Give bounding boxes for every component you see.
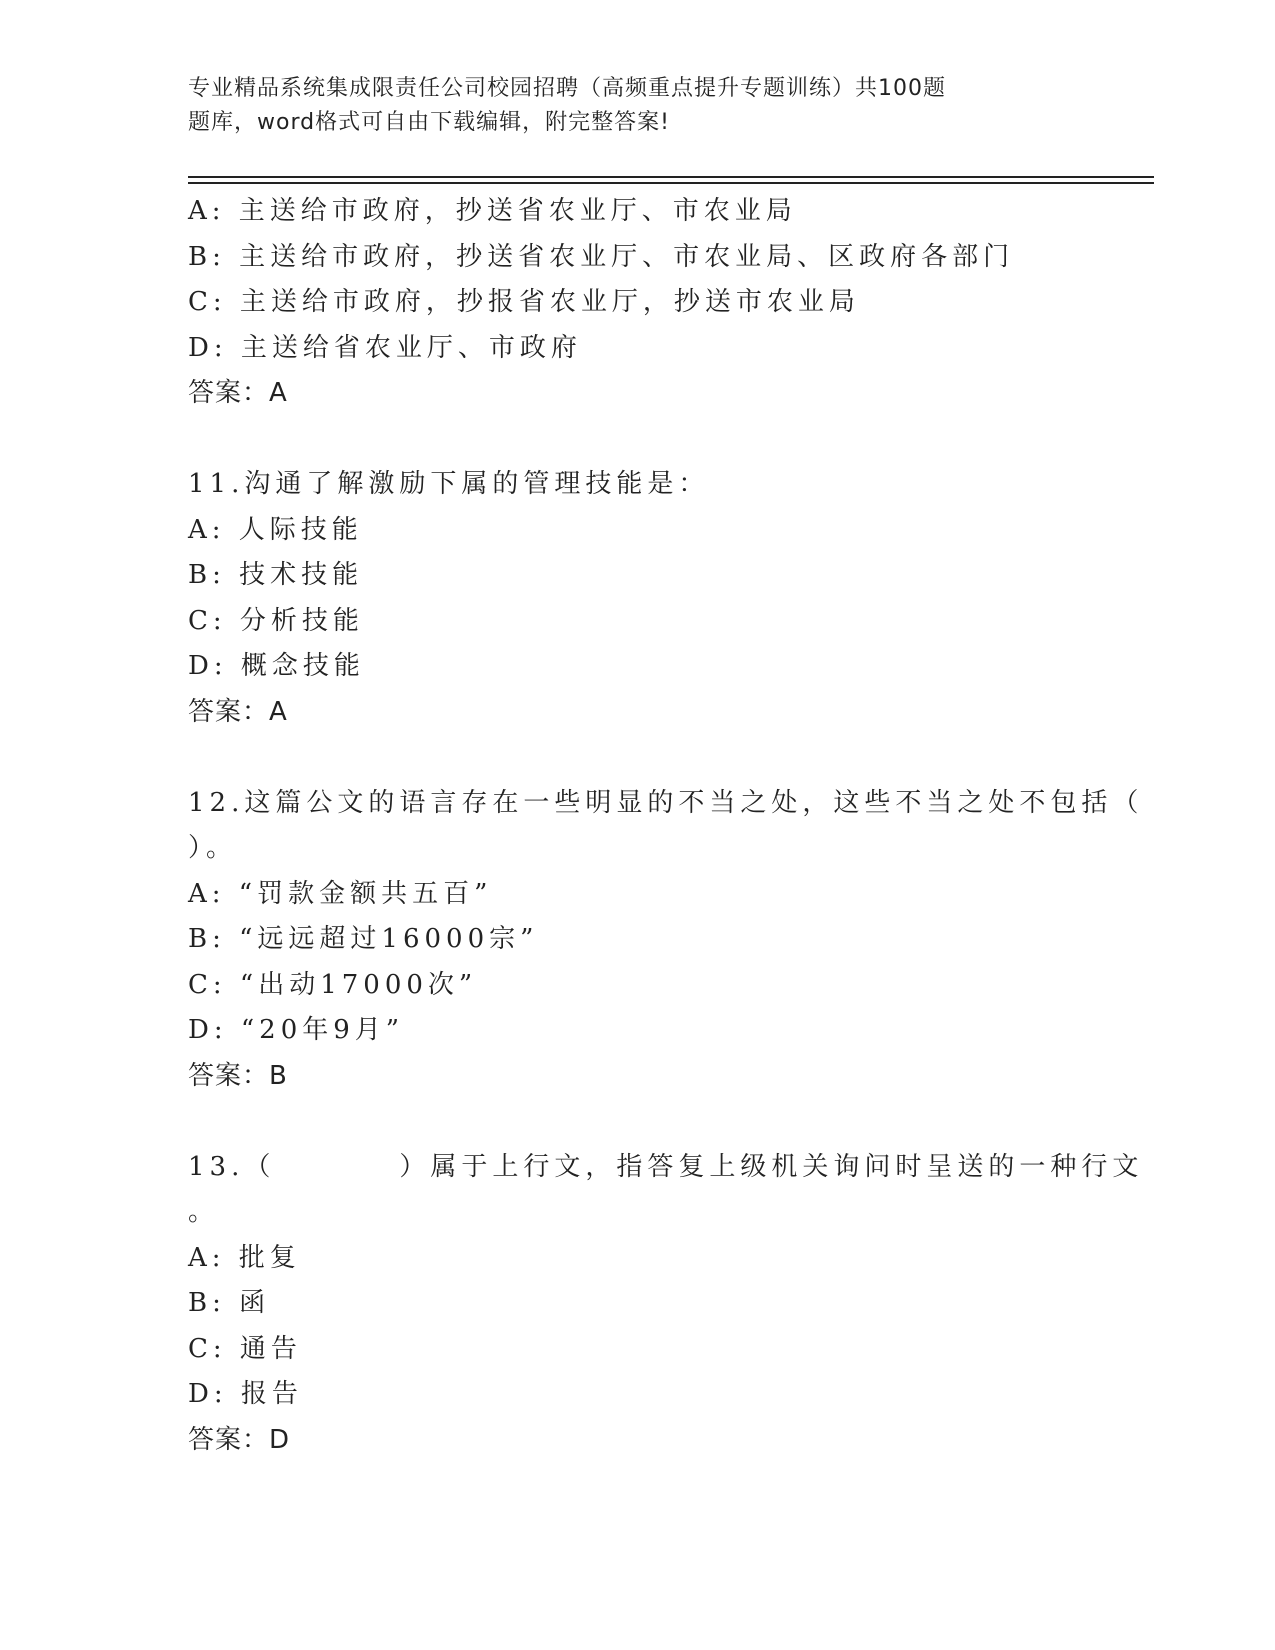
q10-option-c: C: 主送给市政府，抄报省农业厅，抄送市农业局	[188, 287, 860, 317]
q13-option-c: C: 通告	[188, 1333, 302, 1364]
header-title-line-2: 题库，word格式可自由下载编辑，附完整答案!	[188, 110, 670, 135]
q10-option-b: B: 主送给市政府，抄送省农业厅、市农业局、区政府各部门	[188, 241, 1015, 272]
question-11-block	[188, 462, 1088, 735]
q10-option-a: A: 主送给市政府，抄送省农业厅、市农业局	[188, 196, 797, 226]
q13-option-a: A: 批复	[188, 1242, 301, 1273]
spacer	[188, 417, 1088, 463]
q12-option-b: B: “远远超过16000宗”	[188, 924, 539, 954]
spacer	[188, 735, 1088, 781]
q11-option-b: B: 技术技能	[188, 560, 364, 590]
q13-answer: 答案：D	[188, 1424, 291, 1455]
q12-answer: 答案：B	[188, 1060, 288, 1091]
q11-question: 11.沟通了解激励下属的管理技能是：	[188, 469, 710, 499]
q13-question-line-1: 13.（ ）属于上行文，指答复上级机关询问时呈送的一种行文	[188, 1151, 1144, 1182]
q13-question-line-2: 。	[188, 1197, 220, 1227]
q10-option-d: D: 主送给省农业厅、市政府	[188, 332, 582, 363]
header-divider-bottom	[188, 182, 1154, 184]
q12-option-d: D: “20年9月”	[188, 1015, 405, 1045]
header-divider-top	[188, 176, 1154, 178]
q12-option-c: C: “出动17000次”	[188, 969, 478, 1000]
q10-answer: 答案：A	[188, 378, 288, 408]
question-list	[188, 189, 1144, 1463]
q11-answer: 答案：A	[188, 696, 288, 727]
q11-option-c: C: 分析技能	[188, 605, 364, 636]
q11-option-d: D: 概念技能	[188, 651, 365, 681]
q12-question-line-1: 12.这篇公文的语言存在一些明显的不当之处，这些不当之处不包括（	[188, 787, 1144, 818]
header-title-line-1: 专业精品系统集成限责任公司校园招聘（高频重点提升专题训练）共100题	[188, 76, 946, 101]
q12-option-a: A: “罚款金额共五百”	[188, 878, 493, 909]
q11-option-a: A: 人际技能	[188, 514, 363, 545]
q12-question-line-2: ）。	[188, 833, 238, 863]
q13-option-d: D: 报告	[188, 1379, 303, 1409]
question-12-block	[188, 781, 1144, 1100]
document-header	[188, 72, 1028, 140]
question-13-block	[188, 1145, 1144, 1464]
question-10-block	[188, 189, 1088, 417]
q13-option-b: B: 函	[188, 1288, 271, 1318]
spacer	[188, 1099, 1088, 1145]
